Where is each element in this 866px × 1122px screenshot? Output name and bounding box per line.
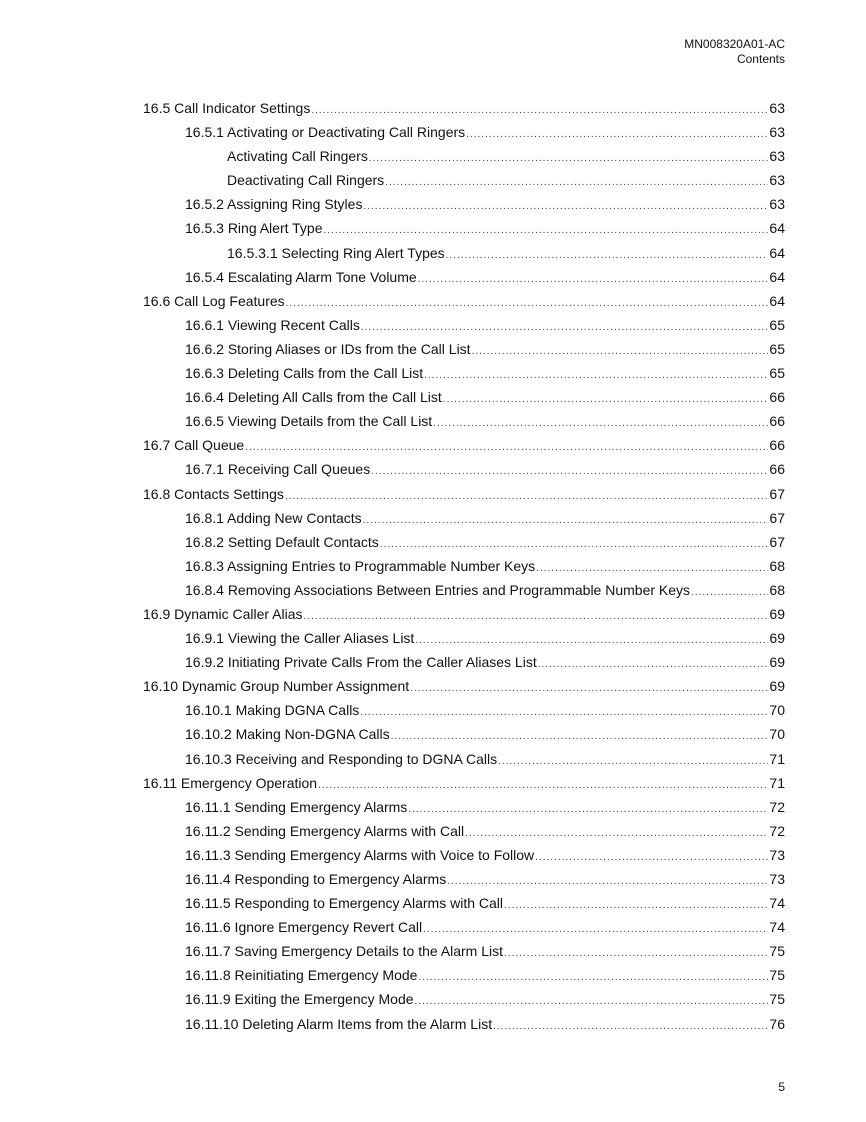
dot-leader bbox=[538, 653, 769, 677]
toc-entry-title: 16.11.6 Ignore Emergency Revert Call bbox=[185, 919, 423, 936]
toc-entry[interactable] bbox=[143, 409, 785, 433]
toc-entry-title: 16.9.2 Initiating Private Calls From the Caller Aliases List bbox=[185, 654, 537, 671]
toc-entry-page: 73 bbox=[769, 871, 785, 887]
page-number: 5 bbox=[778, 1080, 785, 1094]
toc-entry[interactable] bbox=[143, 747, 785, 771]
dot-leader bbox=[385, 171, 768, 195]
toc-entry-title: 16.5 Call Indicator Settings bbox=[143, 100, 311, 116]
toc-entry-title: 16.6.1 Viewing Recent Calls bbox=[185, 316, 360, 333]
dot-leader bbox=[446, 244, 769, 268]
toc-entry-title: 16.6 Call Log Features bbox=[143, 292, 285, 309]
toc-entry[interactable] bbox=[143, 987, 785, 1011]
toc-entry[interactable] bbox=[143, 771, 785, 795]
toc-entry-page: 65 bbox=[769, 340, 785, 357]
toc-entry-page: 69 bbox=[769, 678, 785, 695]
toc-entry[interactable] bbox=[143, 626, 785, 650]
dot-leader bbox=[504, 894, 768, 918]
toc-entry-title: 16.11.2 Sending Emergency Alarms with Call bbox=[185, 822, 465, 839]
toc-entry-page: 63 bbox=[769, 124, 785, 141]
toc-entry-page: 64 bbox=[769, 292, 785, 309]
toc-entry[interactable] bbox=[143, 915, 785, 939]
toc-entry[interactable] bbox=[143, 602, 785, 626]
toc-entry-page: 65 bbox=[769, 316, 785, 333]
toc-entry-title: 16.11 Emergency Operation bbox=[143, 774, 318, 791]
toc-entry-page: 69 bbox=[769, 605, 785, 622]
toc-entry[interactable] bbox=[143, 120, 785, 144]
toc-entry-page: 67 bbox=[769, 509, 785, 526]
dot-leader bbox=[371, 460, 768, 484]
toc-entry[interactable] bbox=[143, 554, 785, 578]
table-of-contents bbox=[143, 96, 785, 1036]
toc-entry-page: 66 bbox=[769, 389, 785, 406]
toc-entry-title: 16.10 Dynamic Group Number Assignment bbox=[143, 678, 410, 695]
toc-entry[interactable] bbox=[143, 843, 785, 867]
toc-entry-page: 63 bbox=[769, 172, 785, 189]
toc-entry-page: 71 bbox=[769, 774, 785, 791]
toc-entry[interactable] bbox=[143, 698, 785, 722]
toc-entry[interactable] bbox=[143, 891, 785, 915]
toc-entry-page: 76 bbox=[769, 1015, 785, 1032]
toc-entry-page: 71 bbox=[769, 750, 785, 767]
toc-entry[interactable] bbox=[143, 241, 785, 265]
toc-entry[interactable] bbox=[143, 939, 785, 963]
toc-entry-page: 64 bbox=[769, 268, 785, 285]
dot-leader bbox=[418, 268, 769, 292]
dot-leader bbox=[493, 1015, 768, 1039]
dot-leader bbox=[472, 340, 769, 364]
toc-entry-page: 64 bbox=[769, 244, 785, 261]
toc-entry-page: 68 bbox=[769, 557, 785, 574]
dot-leader bbox=[433, 412, 768, 436]
toc-entry[interactable] bbox=[143, 337, 785, 361]
toc-entry[interactable] bbox=[143, 650, 785, 674]
toc-entry-title: 16.7.1 Receiving Call Queues bbox=[185, 461, 371, 478]
toc-entry-title: Activating Call Ringers bbox=[227, 148, 368, 165]
toc-entry[interactable] bbox=[143, 506, 785, 530]
toc-entry-title: 16.10.1 Making DGNA Calls bbox=[185, 702, 360, 719]
toc-entry-title: 16.11.7 Saving Emergency Details to the Alarm List bbox=[185, 943, 504, 960]
dot-leader bbox=[535, 846, 768, 870]
toc-entry-page: 70 bbox=[769, 702, 785, 719]
toc-entry-page: 69 bbox=[769, 654, 785, 671]
toc-entry-page: 67 bbox=[769, 533, 785, 550]
toc-entry-title: 16.5.3 Ring Alert Type bbox=[185, 220, 323, 237]
toc-entry[interactable] bbox=[143, 192, 785, 216]
toc-entry[interactable] bbox=[143, 216, 785, 240]
toc-entry-title: 16.11.4 Responding to Emergency Alarms bbox=[185, 871, 447, 887]
toc-entry[interactable] bbox=[143, 96, 785, 120]
toc-entry-title: 16.8.4 Removing Associations Between Entries and Programmable Number Keys bbox=[185, 581, 691, 598]
toc-entry-title: 16.5.1 Activating or Deactivating Call Ringers bbox=[185, 124, 466, 141]
toc-entry[interactable] bbox=[143, 289, 785, 313]
toc-entry[interactable] bbox=[143, 433, 785, 457]
toc-entry-page: 63 bbox=[769, 196, 785, 213]
document-id: MN008320A01-AC bbox=[684, 37, 785, 51]
toc-entry-page: 74 bbox=[769, 895, 785, 912]
toc-entry-title: 16.9 Dynamic Caller Alias bbox=[143, 605, 303, 622]
dot-leader bbox=[443, 388, 769, 412]
toc-entry[interactable] bbox=[143, 530, 785, 554]
toc-entry-title: 16.11.5 Responding to Emergency Alarms with Call bbox=[185, 895, 504, 912]
toc-entry[interactable] bbox=[143, 674, 785, 698]
toc-entry-title: 16.11.3 Sending Emergency Alarms with Voice to Follow bbox=[185, 846, 535, 863]
toc-entry-title: 16.11.8 Reinitiating Emergency Mode bbox=[185, 967, 418, 984]
toc-entry-title: 16.11.9 Exiting the Emergency Mode bbox=[185, 991, 414, 1008]
page-header bbox=[684, 37, 785, 67]
toc-entry-title: 16.9.1 Viewing the Caller Aliases List bbox=[185, 630, 415, 647]
toc-entry-page: 72 bbox=[769, 798, 785, 815]
dot-leader bbox=[504, 942, 768, 966]
toc-entry-page: 68 bbox=[769, 581, 785, 598]
toc-entry-page: 66 bbox=[769, 437, 785, 454]
toc-entry[interactable] bbox=[143, 867, 785, 891]
toc-entry-title: Deactivating Call Ringers bbox=[227, 172, 385, 189]
toc-entry[interactable] bbox=[143, 482, 785, 506]
toc-entry-title: 16.8.3 Assigning Entries to Programmable Number Keys bbox=[185, 557, 536, 574]
toc-entry-page: 64 bbox=[769, 220, 785, 237]
toc-entry-title: 16.6.4 Deleting All Calls from the Call List bbox=[185, 389, 442, 406]
toc-entry-page: 69 bbox=[769, 630, 785, 647]
toc-entry-page: 75 bbox=[769, 943, 785, 960]
toc-entry-page: 65 bbox=[769, 365, 785, 382]
toc-entry-title: 16.6.5 Viewing Details from the Call List bbox=[185, 413, 433, 430]
toc-entry[interactable] bbox=[143, 578, 785, 602]
toc-entry[interactable] bbox=[143, 144, 785, 168]
toc-entry[interactable] bbox=[143, 457, 785, 481]
toc-entry-title: 16.8.1 Adding New Contacts bbox=[185, 509, 362, 526]
toc-entry-title: 16.6.3 Deleting Calls from the Call List bbox=[185, 365, 424, 382]
toc-entry[interactable] bbox=[143, 168, 785, 192]
toc-entry-title: 16.5.3.1 Selecting Ring Alert Types bbox=[227, 244, 445, 261]
toc-entry-title: 16.11.10 Deleting Alarm Items from the Alarm List bbox=[185, 1015, 493, 1032]
dot-leader bbox=[691, 581, 768, 605]
dot-leader bbox=[418, 966, 768, 990]
toc-entry-page: 67 bbox=[769, 485, 785, 502]
toc-entry[interactable] bbox=[143, 361, 785, 385]
toc-entry[interactable] bbox=[143, 385, 785, 409]
toc-entry[interactable] bbox=[143, 819, 785, 843]
toc-entry-page: 63 bbox=[769, 100, 785, 116]
dot-leader bbox=[369, 147, 769, 171]
toc-entry-page: 74 bbox=[769, 919, 785, 936]
toc-entry-title: 16.8.2 Setting Default Contacts bbox=[185, 533, 379, 550]
toc-entry-title: 16.10.3 Receiving and Responding to DGNA Calls bbox=[185, 750, 498, 767]
toc-entry-page: 66 bbox=[769, 413, 785, 430]
toc-entry-page: 72 bbox=[769, 822, 785, 839]
toc-entry[interactable] bbox=[143, 1012, 785, 1036]
toc-entry-title: 16.10.2 Making Non-DGNA Calls bbox=[185, 726, 390, 743]
toc-entry-title: 16.8 Contacts Settings bbox=[143, 485, 284, 502]
toc-entry[interactable] bbox=[143, 963, 785, 987]
toc-entry-page: 70 bbox=[769, 726, 785, 743]
dot-leader bbox=[363, 195, 768, 219]
toc-entry-page: 75 bbox=[769, 967, 785, 984]
toc-entry[interactable] bbox=[143, 722, 785, 746]
toc-entry-title: 16.11.1 Sending Emergency Alarms bbox=[185, 798, 408, 815]
toc-entry-title: 16.7 Call Queue bbox=[143, 437, 245, 454]
toc-entry[interactable] bbox=[143, 265, 785, 289]
toc-entry-title: 16.5.4 Escalating Alarm Tone Volume bbox=[185, 268, 417, 285]
toc-entry-page: 73 bbox=[769, 846, 785, 863]
toc-entry-title: 16.5.2 Assigning Ring Styles bbox=[185, 196, 363, 213]
section-name: Contents bbox=[736, 52, 785, 66]
toc-entry-page: 66 bbox=[769, 461, 785, 478]
toc-entry[interactable] bbox=[143, 313, 785, 337]
toc-entry-page: 75 bbox=[769, 991, 785, 1008]
dot-leader bbox=[424, 364, 768, 388]
dot-leader bbox=[466, 123, 768, 147]
toc-entry-page: 63 bbox=[769, 148, 785, 165]
dot-leader bbox=[363, 509, 769, 533]
toc-entry[interactable] bbox=[143, 795, 785, 819]
toc-entry-title: 16.6.2 Storing Aliases or IDs from the Call List bbox=[185, 340, 471, 357]
dot-leader bbox=[498, 750, 768, 774]
dot-leader bbox=[410, 677, 768, 701]
dot-leader bbox=[360, 701, 768, 725]
